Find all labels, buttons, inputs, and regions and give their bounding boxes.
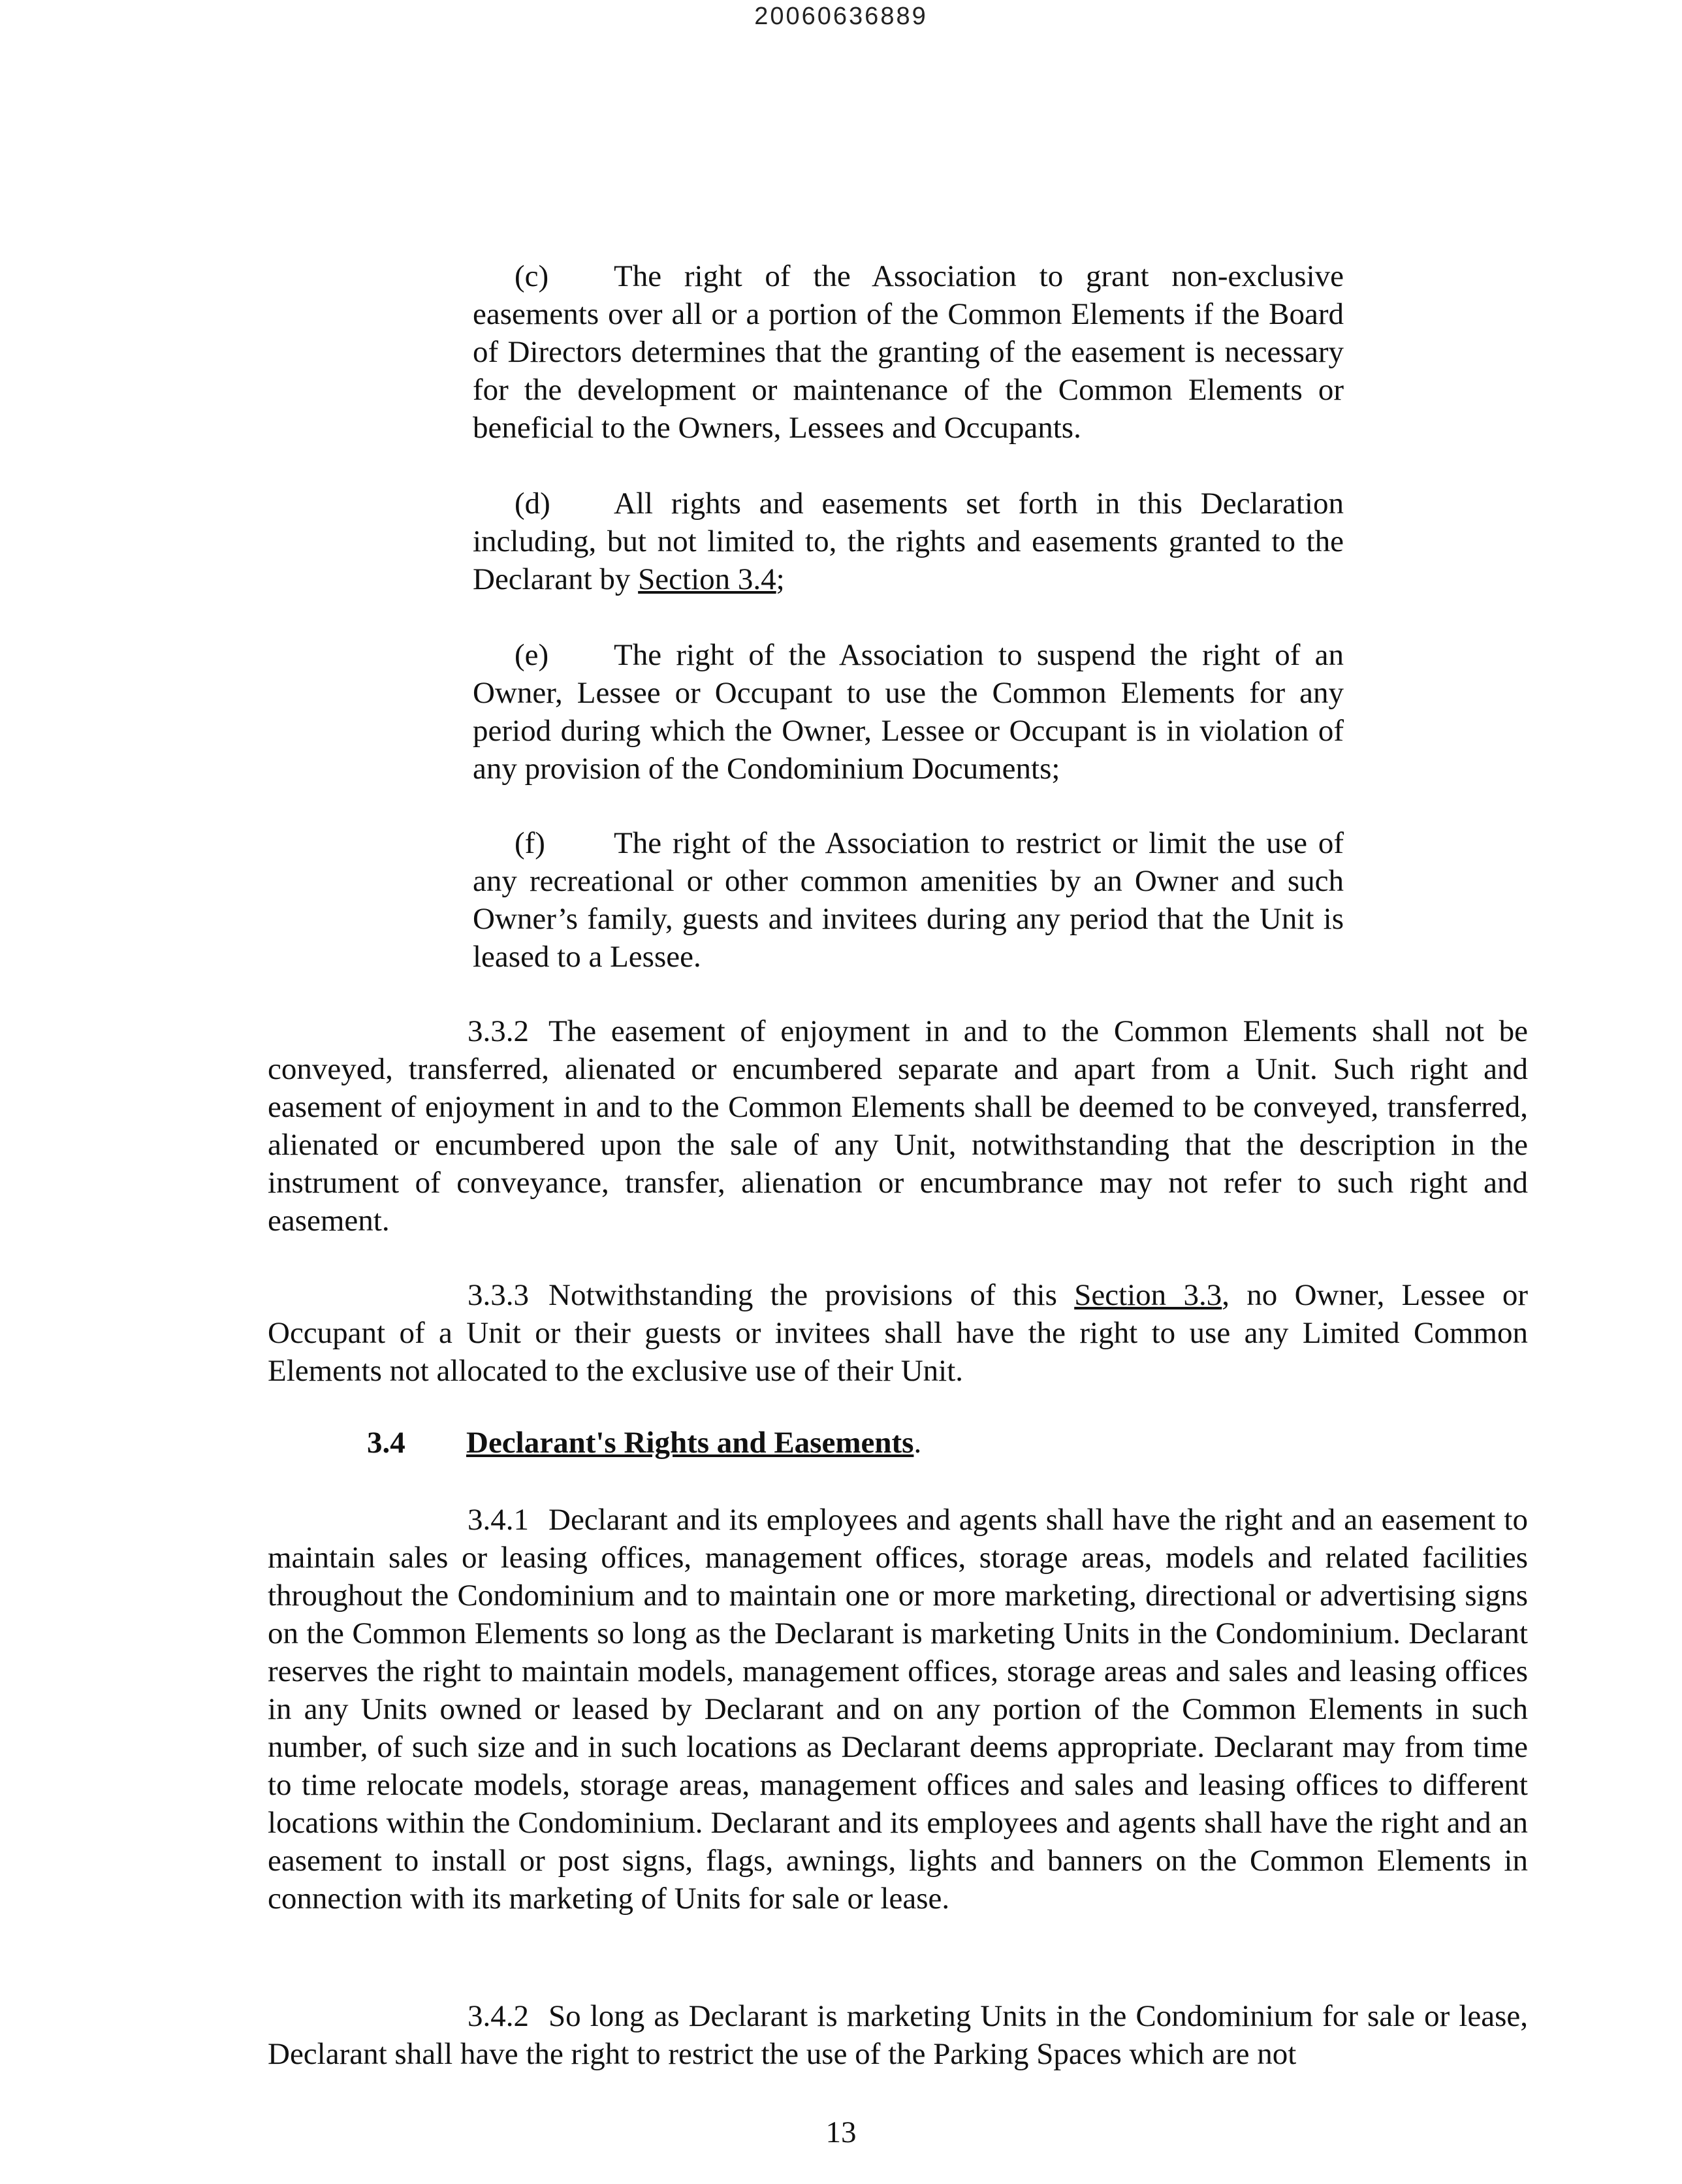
section-number-3-4-1: 3.4.1 [468,1503,529,1537]
paragraph-3-4-2 [268,1997,1528,2073]
section-3-3-reference: Section 3.3 [1074,1278,1222,1312]
section-3-4-reference: Section 3.4 [638,562,776,596]
paragraph-3-3-3 [268,1276,1528,1390]
section-heading-title: Declarant's Rights and Easements [466,1426,914,1460]
document-number: 20060636889 [754,3,928,30]
section-text-3-4-1: Declarant and its employees and agents shall have the right and an easement to maintain sales or leasing offices, management offices, storage areas, models and related facilities throughout the Condominium and to maintain one or more marketing, directional or advertising signs on the Common Elements so long as the Declarant is marketing Units in the Condominium. Declarant reserves the right to maintain models, management offices, storage areas and sales and leasing offices in any Units owned or leased by Declarant and on any portion of the Common Elements in such number, of such size and in such locations as Declarant deems appropriate. Declarant may from time to time relocate models, storage areas, management offices and sales and leasing offices to different locations within the Condominium. Declarant and its employees and agents shall have the right and an easement to install or post signs, flags, awnings, lights and banners on the Common Elements in connection with its marketing of Units for sale or lease. [268,1503,1528,1916]
section-heading-period: . [913,1426,922,1460]
section-number-3-3-2: 3.3.2 [468,1014,529,1048]
section-heading-number: 3.4 [367,1426,405,1460]
page-number: 13 [825,2115,857,2149]
item-text-d-after: ; [776,562,785,596]
paragraph-d [473,485,1344,598]
item-label-d: (d) [515,487,550,521]
section-heading-3-4 [367,1424,921,1462]
item-label-f: (f) [515,826,545,860]
item-text-d-before: All rights and easements set forth in this Declaration including, but not limited to, the rights and easements granted to the Declarant by [473,487,1344,596]
paragraph-e [473,636,1344,788]
item-text-e: The right of the Association to suspend the right of an Owner, Lessee or Occupant to use the Common Elements for any period during which the Owner, Lessee or Occupant is in violation of any provision of the Condominium Documents; [473,638,1344,786]
section-number-3-3-3: 3.3.3 [468,1278,529,1312]
paragraph-3-4-1 [268,1501,1528,1918]
section-text-3-3-3-before: Notwithstanding the provisions of this [548,1278,1075,1312]
item-label-c: (c) [515,259,549,293]
paragraph-c [473,257,1344,447]
item-text-f: The right of the Association to restrict or limit the use of any recreational or other common amenities by an Owner and such Owner’s family, guests and invitees during any period that the Unit is leased to a Lessee. [473,826,1344,974]
section-text-3-3-2: The easement of enjoyment in and to the Common Elements shall not be conveyed, transferred, alienated or encumbered separate and apart from a Unit. Such right and easement of enjoyment in and to the Common Elements shall be deemed to be conveyed, transferred, alienated or encumbered upon the sale of any Unit, notwithstanding that the description in the instrument of conveyance, transfer, alienation or encumbrance may not refer to such right and easement. [268,1014,1528,1238]
paragraph-f [473,824,1344,976]
item-label-e: (e) [515,638,549,672]
item-text-c: The right of the Association to grant non-exclusive easements over all or a portion of the Common Elements if the Board of Directors determines that the granting of the easement is necessary for the development or maintenance of the Common Elements or beneficial to the Owners, Lessees and Occupants. [473,259,1344,445]
section-text-3-3-3-after: , no Owner, Lessee or Occupant of a Unit or their guests or invitees shall have the right to use any Limited Common Elements not allocated to the exclusive use of their Unit. [268,1278,1528,1388]
paragraph-3-3-2 [268,1012,1528,1240]
section-number-3-4-2: 3.4.2 [468,1999,529,2033]
section-text-3-4-2: So long as Declarant is marketing Units in the Condominium for sale or lease, Declarant shall have the right to restrict the use of the Parking Spaces which are not [268,1999,1528,2071]
